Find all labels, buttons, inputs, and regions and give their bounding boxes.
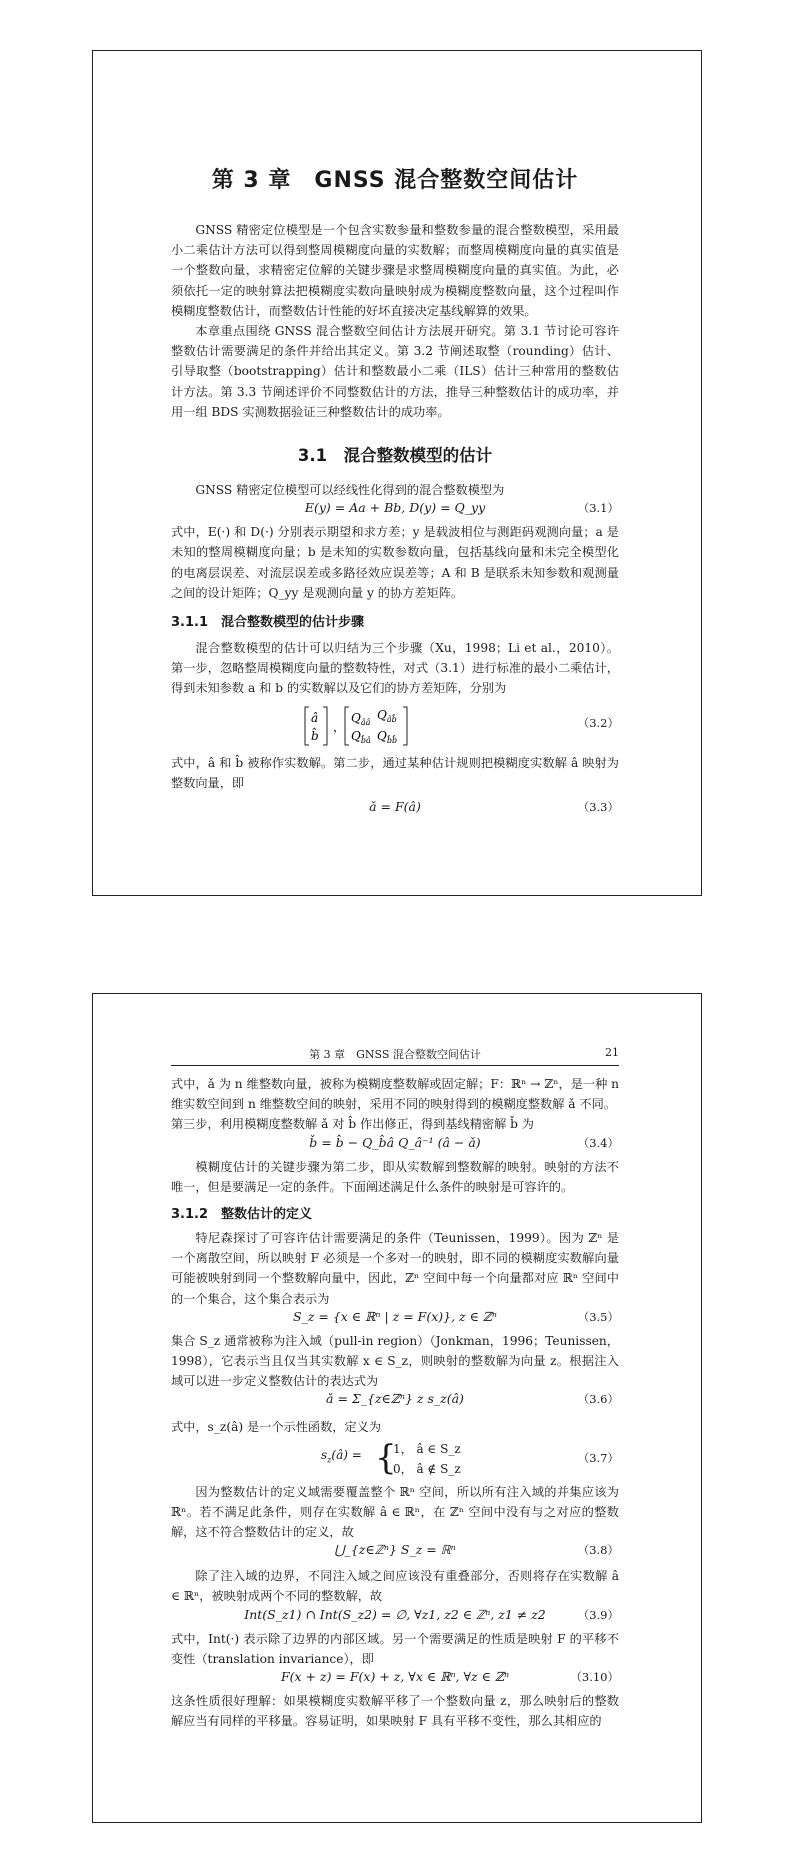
section-paragraph-1: GNSS 精密定位模型可以经线性化得到的混合整数模型为 xyxy=(195,483,505,498)
page-2-content xyxy=(171,1046,619,1731)
equation-3-4-body: b̌ = b̂ − Q_b̂â Q_â⁻¹ (â − ǎ) xyxy=(309,1134,481,1150)
page2-paragraph-5: 集合 S_z 通常被称为注入域（pull-in region）（Jonkman，1996；Teunissen，1998），它表示当且仅当其实数解 x ∈ S_z，则映射的整数解为向量 z。根据注入域可以进一步定义整数估计的表达式为 xyxy=(171,1333,619,1389)
equation-3-7-lhs: $s_z(â)$ = xyxy=(321,1447,362,1465)
equation-3-6-number: （3.6） xyxy=(577,1392,619,1407)
subsection-3-1-1-title: 3.1.1 混合整数模型的估计步骤 xyxy=(171,615,365,631)
page-number: 21 xyxy=(605,1046,619,1059)
equation-3-6-body: ǎ = Σ_{z∈ℤⁿ} z s_z(â) xyxy=(326,1391,464,1407)
page2-paragraph-7: 因为整数估计的定义域需要覆盖整个 ℝⁿ 空间，所以所有注入域的并集应该为 ℝⁿ。若不满足此条件，则存在实数解 â ∈ ℝⁿ，在 ℤⁿ 空间中没有与之对应的整数解，这不符合整数估计的定义，故 xyxy=(171,1484,619,1540)
equation-3-1 xyxy=(171,500,619,522)
equation-3-7 xyxy=(171,1438,619,1482)
equation-3-5-number: （3.5） xyxy=(577,1309,619,1324)
svg-text:Qââ: $Q_{ââ}$ xyxy=(351,710,371,727)
svg-text:，: ， xyxy=(333,719,346,734)
running-head-title: 第 3 章 GNSS 混合整数空间估计 xyxy=(309,1048,481,1061)
equation-3-3-body: ǎ = F(â) xyxy=(369,799,421,815)
svg-text:â: â xyxy=(311,710,319,725)
intro-paragraph-1: GNSS 精密定位模型是一个包含实数参量和整数参量的混合整数模型，采用最小二乘估计方法可以得到整周模糊度向量的实数解；而整周模糊度向量的真实值是一个整数向量，求精密定位解的关键步骤是求整周模糊度向量的真实值。为此，必须依托一定的映射算法把模糊度实数向量映射成为模糊度整数向量，这个过程叫作模糊度整数估计，而整数估计性能的好坏直接决定基线解算的效果。 xyxy=(171,223,619,318)
subsection-paragraph-1: 混合整数模型的估计可以归结为三个步骤（Xu，1998；Li et al.，2010）。第一步，忽略整周模糊度向量的整数特性，对式（3.1）进行标准的最小二乘估计，得到未知参数 a 和 b 的实数解以及它们的协方差矩阵，分别为 xyxy=(171,641,619,696)
page2-paragraph-3: 模糊度估计的关键步骤为第二步，即从实数解到整数解的映射。映射的方法不唯一，但是要满足一定的条件。下面阐述满足什么条件的映射是可容许的。 xyxy=(171,1159,619,1194)
equation-3-3 xyxy=(171,799,619,821)
equation-3-8-number: （3.8） xyxy=(577,1543,619,1558)
page2-paragraph-4: 特尼森探讨了可容许估计需要满足的条件（Teunissen，1999）。因为 ℤⁿ 是一个离散空间，所以映射 F 必须是一个多对一的映射，即不同的模糊度实数解向量可能被映射到同一个整数解向量中，因此，ℤⁿ 空间中每一个向量都对应 ℝⁿ 空间中的一个集合，这个集合表示为 xyxy=(171,1231,619,1306)
svg-text:Qâb̂: $Q_{âb̂}$ xyxy=(377,707,397,724)
equation-3-2-matrices xyxy=(171,703,621,749)
svg-text:Qb̂â: $Q_{b̂â}$ xyxy=(351,728,371,745)
equation-3-10-number: （3.10） xyxy=(570,1670,619,1685)
page2-paragraph-9: 式中，Int(·) 表示除了边界的内部区域。另一个需要满足的性质是映射 F 的平移不变性（translation invariance），即 xyxy=(171,1631,619,1666)
equation-3-1-body: E(y) = Aa + Bb, D(y) = Q_yy xyxy=(304,500,486,516)
equation-3-7-case-2: 0， â ∉ S_z xyxy=(393,1461,461,1476)
equation-3-3-number: （3.3） xyxy=(577,800,619,815)
subsection-paragraph-2: 式中，â 和 b̂ 被称作实数解。第二步，通过某种估计规则把模糊度实数解 â 映射为整数向量，即 xyxy=(171,755,619,790)
subsection-3-1-2-title: 3.1.2 整数估计的定义 xyxy=(171,1207,313,1223)
svg-text:b̂: b̂ xyxy=(311,728,319,743)
equation-3-2 xyxy=(171,703,619,749)
equation-3-7-brace: { xyxy=(375,1437,397,1478)
equation-3-5-body: S_z = {x ∈ ℝⁿ | z = F(x)}, z ∈ ℤⁿ xyxy=(293,1308,497,1324)
equation-3-1-number: （3.1） xyxy=(577,501,619,516)
page-1 xyxy=(92,50,702,896)
section-paragraph-2: 式中，E(·) 和 D(·) 分别表示期望和求方差；y 是载波相位与测距码观测向量；a 是未知的整周模糊度向量；b 是未知的实数参数向量，包括基线向量和未完全模型化的电离层误差、对流层误差或多路径效应误差等；A 和 B 是联系未知参数和观测量之间的设计矩阵；Q_yy 是观测向量 y 的协方差矩阵。 xyxy=(171,525,619,600)
equation-3-9 xyxy=(171,1607,619,1629)
equation-3-10 xyxy=(171,1669,619,1691)
equation-3-5 xyxy=(171,1309,619,1331)
section-title: 3.1 混合整数模型的估计 xyxy=(297,446,493,466)
page2-paragraph-8: 除了注入域的边界，不同注入域之间应该没有重叠部分，否则将存在实数解 â ∈ ℝⁿ，被映射成两个不同的整数解，故 xyxy=(171,1569,619,1604)
equation-3-9-body: Int(S_z1) ∩ Int(S_z2) = ∅, ∀z1, z2 ∈ ℤⁿ, z1 ≠ z2 xyxy=(244,1606,546,1622)
equation-3-9-number: （3.9） xyxy=(577,1607,619,1622)
page-1-content xyxy=(171,163,619,821)
equation-3-7-case-1: 1， â ∈ S_z xyxy=(393,1441,461,1456)
equation-3-6 xyxy=(171,1391,619,1417)
equation-3-8 xyxy=(171,1542,619,1566)
page2-paragraph-6: 式中，s_z(â) 是一个示性函数，定义为 xyxy=(171,1420,382,1435)
page2-paragraph-10: 这条性质很好理解：如果模糊度实数解平移了一个整数向量 z，那么映射后的整数解应当有同样的平移量。容易证明，如果映射 F 具有平移不变性，那么其相应的 xyxy=(171,1694,619,1729)
equation-3-4 xyxy=(171,1135,619,1157)
running-header xyxy=(171,1046,619,1066)
equation-3-8-body: ⋃_{z∈ℤⁿ} S_z = ℝⁿ xyxy=(334,1542,456,1558)
chapter-title: 第 3 章 GNSS 混合整数空间估计 xyxy=(211,168,579,193)
equation-3-2-number: （3.2） xyxy=(577,715,619,730)
svg-text:Qb̂b̂: $Q_{b̂b̂}$ xyxy=(377,728,398,745)
equation-3-10-body: F(x + z) = F(x) + z, ∀x ∈ ℝⁿ, ∀z ∈ ℤⁿ xyxy=(280,1669,510,1685)
page2-paragraph-1: 式中，ǎ 为 n 维整数向量，被称为模糊度整数解或固定解；F：ℝⁿ → ℤⁿ，是一种 n 维实数空间到 n 维整数空间的映射，采用不同的映射得到的模糊度整数解 ǎ 不同。 xyxy=(171,1077,619,1112)
intro-paragraph-2: 本章重点围绕 GNSS 混合整数空间估计方法展开研究。第 3.1 节讨论可容许整数估计需要满足的条件并给出其定义。第 3.2 节阐述取整（rounding）估计、引导取整（bootstrapping）估计和整数最小二乘（ILS）估计三种常用的整数估计方法。第 3.3 节阐述评价不同整数估计的方法，推导三种整数估计的成功率，并用一组 BDS 实测数据验证三种整数估计的成功率。 xyxy=(171,324,619,419)
equation-3-7-number: （3.7） xyxy=(577,1450,619,1465)
page2-paragraph-2: 第三步，利用模糊度整数解 ǎ 对 b̂ 作出修正，得到基线精密解 b̌ 为 xyxy=(171,1117,534,1132)
page-2 xyxy=(92,993,702,1823)
equation-3-4-number: （3.4） xyxy=(577,1135,619,1150)
